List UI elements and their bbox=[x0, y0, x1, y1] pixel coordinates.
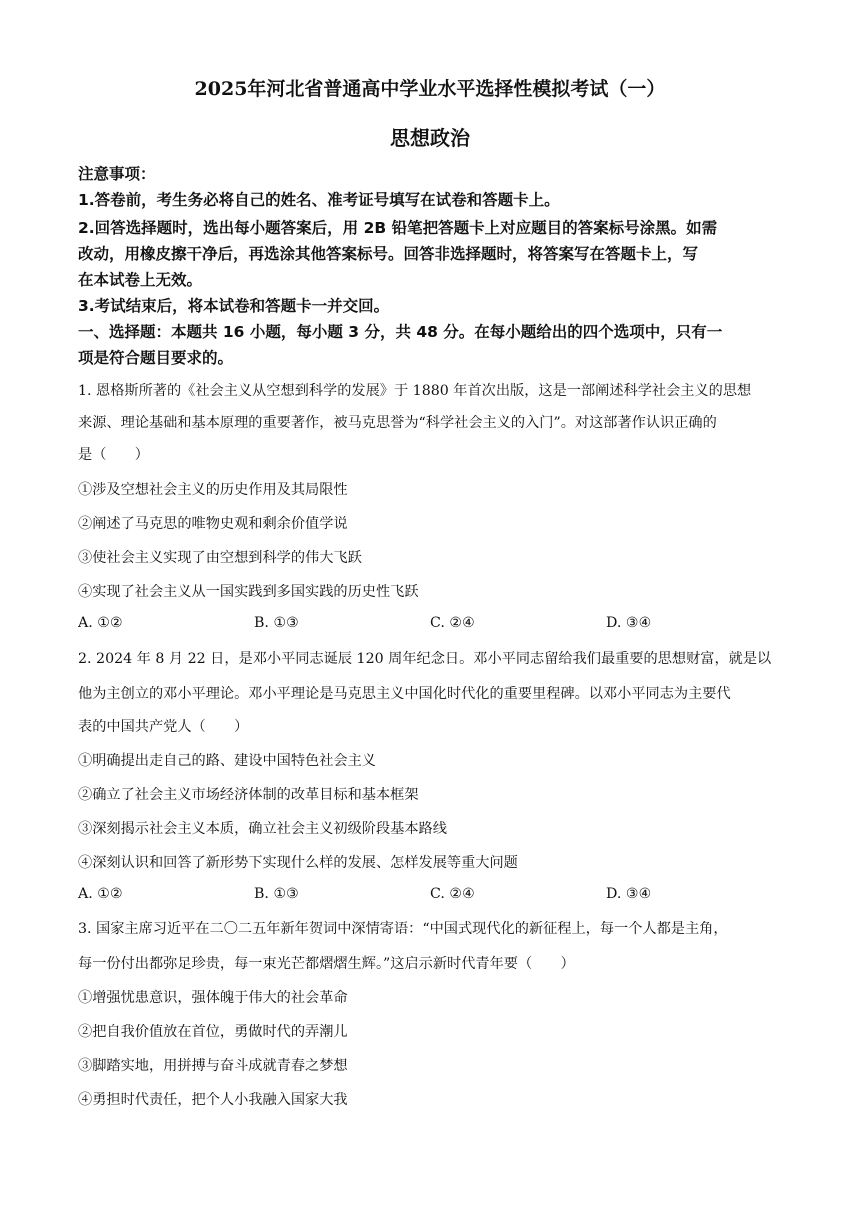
q1-statement-1: ①涉及空想社会主义的历史作用及其局限性 bbox=[78, 482, 348, 498]
q3-statement-3: ③脚踏实地，用拼搏与奋斗成就青春之梦想 bbox=[78, 1058, 348, 1074]
q1-stem-line-1: 1. 恩格斯所著的《社会主义从空想到科学的发展》于 1880 年首次出版，这是一部阐述科学社会主义的思想 bbox=[78, 383, 752, 399]
q2-stem-line-1: 2. 2024 年 8 月 22 日，是邓小平同志诞辰 120 周年纪念日。邓小平同志留给我们最重要的思想财富，就是以 bbox=[78, 651, 772, 667]
section-heading-line-2: 项是符合题目要求的。 bbox=[78, 349, 234, 367]
q3-statement-4: ④勇担时代责任，把个人小我融入国家大我 bbox=[78, 1092, 348, 1108]
notice-item-2-line-3: 在本试卷上无效。 bbox=[78, 271, 203, 289]
section-heading-line-1: 一、选择题：本题共 16 小题，每小题 3 分，共 48 分。在每小题给出的四个选项中，只有一 bbox=[78, 323, 723, 341]
q2-statement-4: ④深刻认识和回答了新形势下实现什么样的发展、怎样发展等重大问题 bbox=[78, 855, 518, 871]
q3-statement-2: ②把自我价值放在首位，勇做时代的弄潮儿 bbox=[78, 1024, 348, 1040]
notice-item-2-line-1: 2.回答选择题时，选出每小题答案后，用 2B 铅笔把答题卡上对应题目的答案标号涂黑。如需 bbox=[78, 219, 718, 237]
notice-heading: 注意事项： bbox=[78, 165, 156, 183]
q1-options bbox=[78, 615, 778, 635]
q2-statement-2: ②确立了社会主义市场经济体制的改革目标和基本框架 bbox=[78, 787, 419, 803]
notice-item-3: 3.考试结束后，将本试卷和答题卡一并交回。 bbox=[78, 297, 390, 315]
q2-option-a: A. ①② bbox=[78, 886, 123, 902]
q2-options bbox=[78, 886, 778, 906]
subject-title: 思想政治 bbox=[390, 126, 470, 150]
q2-stem-line-2: 他为主创立的邓小平理论。邓小平理论是马克思主义中国化时代化的重要里程碑。以邓小平同志为主要代 bbox=[78, 686, 731, 702]
q1-stem-line-2: 来源、理论基础和基本原理的重要著作，被马克思誉为“科学社会主义的入门”。对这部著作认识正确的 bbox=[78, 415, 717, 431]
q1-statement-3: ③使社会主义实现了由空想到科学的伟大飞跃 bbox=[78, 550, 362, 566]
notice-item-1: 1.答卷前，考生务必将自己的姓名、准考证号填写在试卷和答题卡上。 bbox=[78, 191, 560, 209]
q2-stem-line-3: 表的中国共产党人（ ） bbox=[78, 719, 249, 735]
q1-option-c: C. ②④ bbox=[430, 615, 475, 631]
q1-option-a: A. ①② bbox=[78, 615, 123, 631]
q1-statement-4: ④实现了社会主义从一国实践到多国实践的历史性飞跃 bbox=[78, 584, 419, 600]
q1-stem-line-3: 是（ ） bbox=[78, 447, 149, 463]
q2-statement-3: ③深刻揭示社会主义本质，确立社会主义初级阶段基本路线 bbox=[78, 821, 447, 837]
q2-option-b: B. ①③ bbox=[254, 886, 299, 902]
q1-statement-2: ②阐述了马克思的唯物史观和剩余价值学说 bbox=[78, 516, 348, 532]
q2-option-c: C. ②④ bbox=[430, 886, 475, 902]
exam-title: 2025年河北省普通高中学业水平选择性模拟考试（一） bbox=[194, 78, 666, 100]
q1-option-b: B. ①③ bbox=[254, 615, 299, 631]
q3-stem-line-2: 每一份付出都弥足珍贵，每一束光芒都熠熠生辉。”这启示新时代青年要（ ） bbox=[78, 956, 575, 972]
notice-item-2-line-2: 改动，用橡皮擦干净后，再选涂其他答案标号。回答非选择题时，将答案写在答题卡上，写 bbox=[78, 245, 699, 263]
q3-statement-1: ①增强忧患意识，强体魄于伟大的社会革命 bbox=[78, 990, 348, 1006]
q1-option-d: D. ③④ bbox=[606, 615, 652, 631]
q3-stem-line-1: 3. 国家主席习近平在二〇二五年新年贺词中深情寄语：“中国式现代化的新征程上，每一个人都是主角， bbox=[78, 921, 728, 937]
q2-statement-1: ①明确提出走自己的路、建设中国特色社会主义 bbox=[78, 753, 376, 769]
q2-option-d: D. ③④ bbox=[606, 886, 652, 902]
